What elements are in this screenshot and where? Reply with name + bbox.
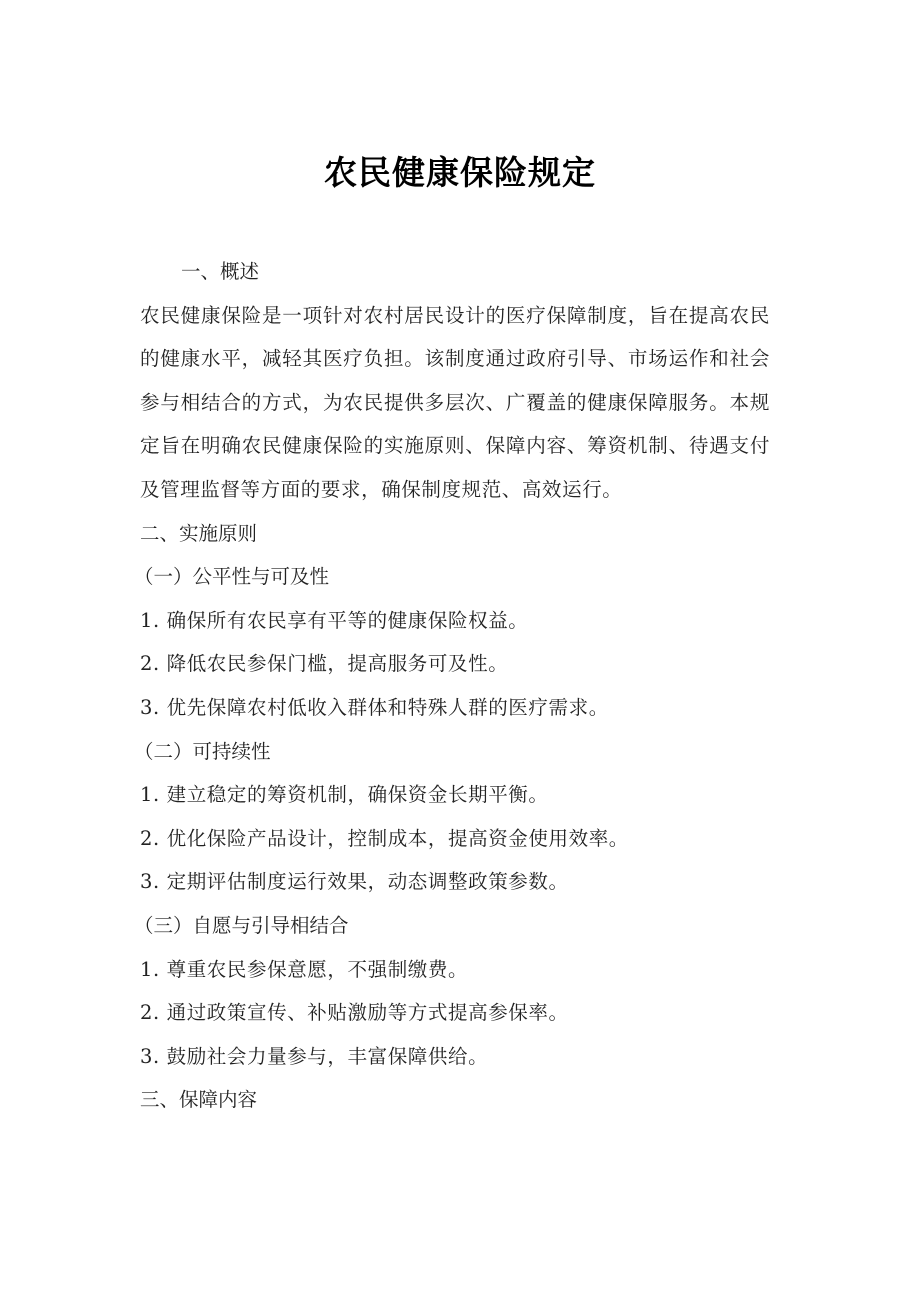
list-item: 2. 优化保险产品设计，控制成本，提高资金使用效率。 (140, 826, 629, 850)
list-item: 2. 通过政策宣传、补贴激励等方式提高参保率。 (140, 1001, 569, 1025)
list-item: 2. 降低农民参保门槛，提高服务可及性。 (140, 652, 509, 676)
list-item: 1. 建立稳定的筹资机制，确保资金长期平衡。 (140, 783, 549, 807)
document-body (134, 250, 770, 1122)
subsection-heading-sustainability: （二）可持续性 (134, 739, 271, 763)
list-item: 1. 确保所有农民享有平等的健康保险权益。 (140, 608, 529, 632)
list-item: 3. 鼓励社会力量参与，丰富保障供给。 (140, 1044, 489, 1068)
section-heading-coverage: 三、保障内容 (140, 1088, 258, 1112)
section-heading-principles: 二、实施原则 (140, 521, 258, 545)
list-item: 3. 优先保障农村低收入群体和特殊人群的医疗需求。 (140, 695, 609, 719)
list-item: 1. 尊重农民参保意愿，不强制缴费。 (140, 957, 469, 981)
document-title: 农民健康保险规定 (324, 153, 596, 192)
overview-paragraph: 农民健康保险是一项针对农村居民设计的医疗保障制度，旨在提高农民的健康水平，减轻其医疗负担。该制度通过政府引导、市场运作和社会参与相结合的方式，为农民提供多层次、广覆盖的健康保障服务。本规定旨在明确农民健康保险的实施原则、保障内容、筹资机制、待遇支付及管理监督等方面的要求，确保制度规范、高效运行。 (140, 303, 770, 501)
subsection-heading-fairness: （一）公平性与可及性 (134, 565, 330, 589)
subsection-heading-voluntary: （三）自愿与引导相结合 (134, 913, 349, 937)
list-item: 3. 定期评估制度运行效果，动态调整政策参数。 (140, 870, 569, 894)
section-heading-overview: 一、概述 (181, 260, 260, 283)
